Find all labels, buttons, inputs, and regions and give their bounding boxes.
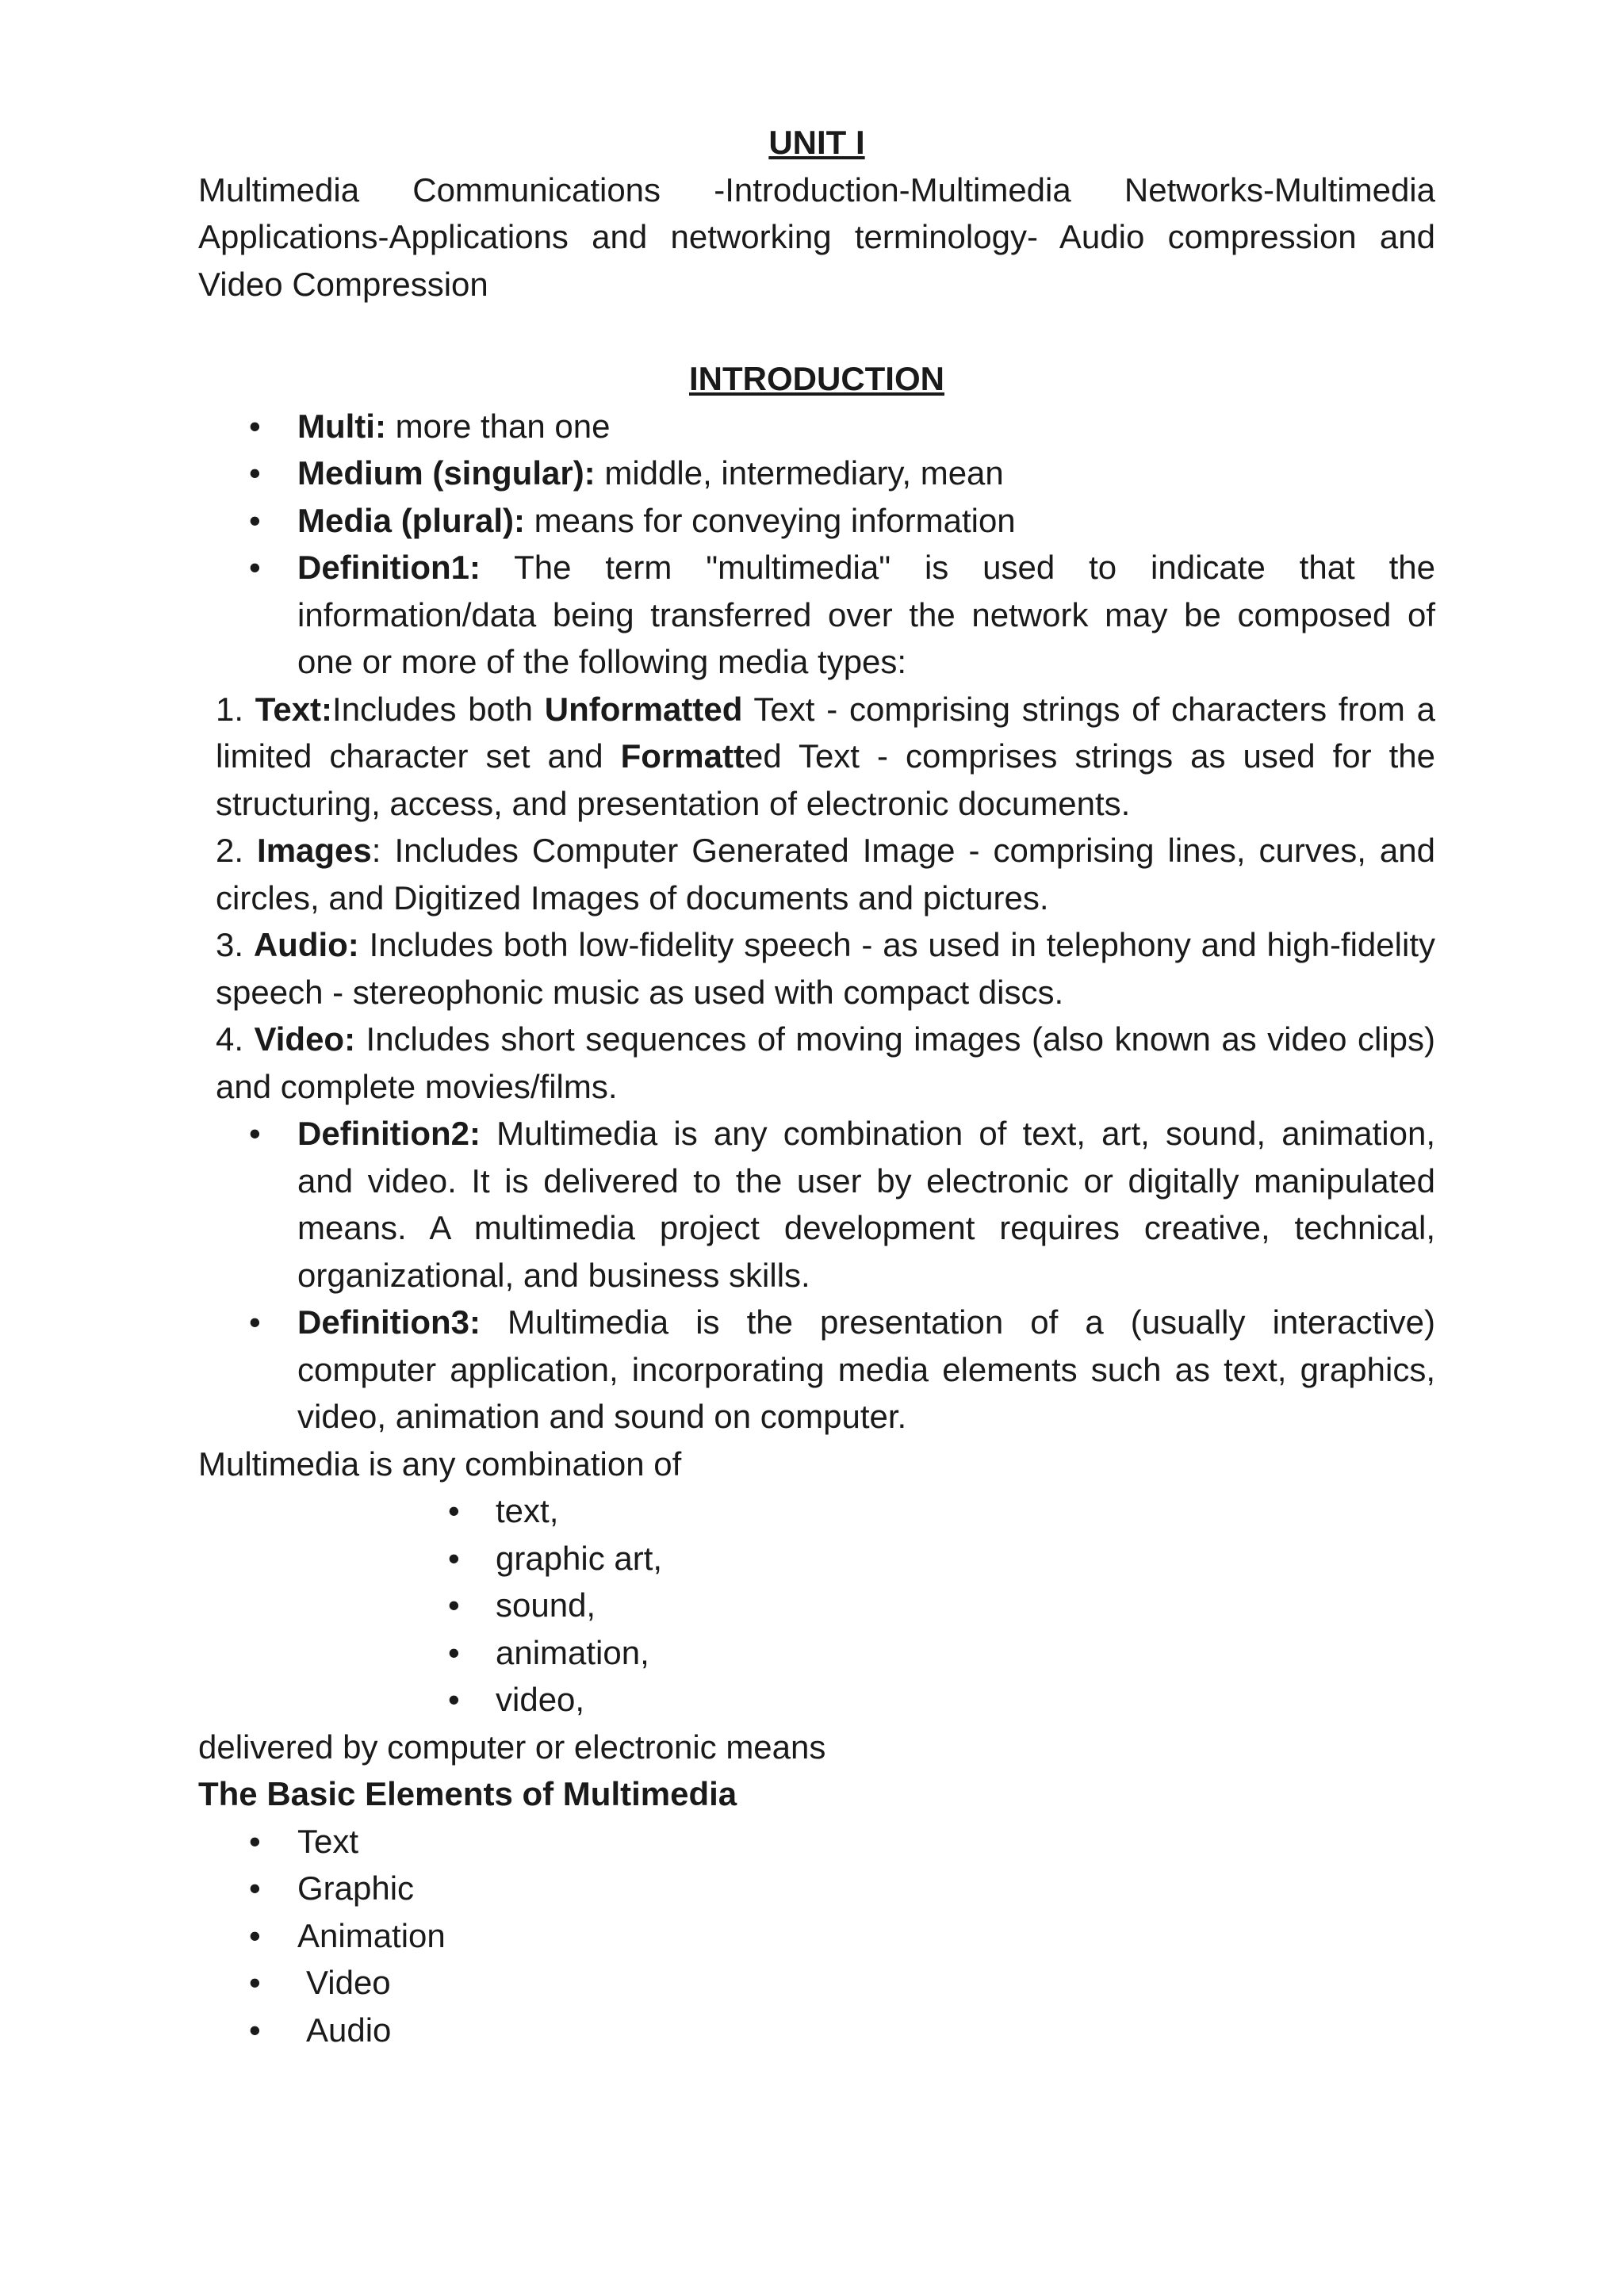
term-item-definition1	[198, 544, 1435, 686]
document-page	[198, 119, 1435, 2053]
intro-heading-row	[198, 355, 1435, 403]
unit-title: UNIT I	[768, 124, 865, 161]
media-type-desc: Includes both	[332, 690, 545, 728]
media-type-desc: Text - comprising strings of characters from a limited character set and	[216, 690, 1435, 775]
media-type-number: 2.	[216, 832, 258, 869]
media-type-number: 3.	[216, 926, 254, 963]
term-text: more than one	[385, 407, 611, 445]
intro-heading: INTRODUCTION	[689, 360, 944, 397]
media-type-number: 1.	[216, 690, 255, 728]
term-item-media	[198, 497, 1435, 545]
definition-label: Definition2:	[297, 1115, 481, 1152]
list-item: • Graphic	[198, 1865, 1435, 1912]
basic-elements-heading: The Basic Elements of Multimedia	[198, 1775, 737, 1812]
media-type-images	[198, 827, 1435, 921]
media-type-video	[198, 1016, 1435, 1110]
list-item: • sound,	[198, 1582, 1435, 1629]
media-type-desc: Includes short sequences of moving images (also known as video clips) and complete movies/films.	[216, 1020, 1435, 1105]
list-item: • text,	[198, 1487, 1435, 1535]
combination-outro: delivered by computer or electronic means	[198, 1728, 826, 1766]
term-label: Definition1:	[297, 549, 481, 586]
term-text: The term "multimedia" is used to indicate that the information/data being transferred over the network may be composed of one or more of the following media types:	[297, 549, 1435, 680]
media-type-text	[198, 686, 1435, 828]
media-type-label: Text:	[255, 690, 333, 728]
term-item-multi	[198, 403, 1435, 450]
definitions-list	[198, 1110, 1435, 1441]
media-type-emph: Unformatted	[544, 690, 743, 728]
media-type-label: Audio:	[253, 926, 359, 963]
combination-intro: Multimedia is any combination of	[198, 1445, 682, 1483]
list-item: • animation,	[198, 1629, 1435, 1677]
definition-text: Multimedia is the presentation of a (usually interactive) computer application, incorporating media elements such as text, graphics, video, animation and sound on computer.	[297, 1303, 1435, 1435]
list-item: • Animation	[198, 1912, 1435, 1960]
list-item: • graphic art,	[198, 1535, 1435, 1582]
definition2-item	[198, 1110, 1435, 1299]
media-type-label: Video:	[254, 1020, 356, 1058]
term-label: Medium (singular):	[297, 454, 596, 492]
list-item: • Text	[198, 1818, 1435, 1866]
media-type-number: 4.	[216, 1020, 255, 1058]
media-type-audio	[198, 921, 1435, 1016]
term-label: Media (plural):	[297, 501, 526, 539]
term-item-medium	[198, 450, 1435, 497]
unit-title-row	[198, 119, 1435, 166]
term-text: middle, intermediary, mean	[595, 454, 1004, 492]
term-text: means for conveying information	[525, 501, 1016, 539]
media-type-desc: Includes both low-fidelity speech - as used in telephony and high-fidelity speech - stereophonic music as used with compact discs.	[216, 926, 1435, 1011]
terms-list	[198, 403, 1435, 686]
syllabus-text: Multimedia Communications -Introduction-Multimedia Networks-Multimedia Applications-Applications and networking terminology- Audio compression and Video Compression	[198, 170, 1435, 303]
list-item: • Video	[198, 1959, 1435, 2007]
spacer	[198, 308, 1435, 355]
definition-text: Multimedia is any combination of text, art, sound, animation, and video. It is delivered to the user by electronic or digitally manipulated means. A multimedia project development requires creative, technical, organizational, and business skills.	[297, 1115, 1435, 1294]
media-type-emph: Formatt	[620, 737, 745, 775]
basic-elements-list	[198, 1818, 1435, 2054]
definition3-item	[198, 1299, 1435, 1441]
list-item: • Audio	[198, 2007, 1435, 2054]
media-type-label: Images	[257, 832, 372, 869]
term-label: Multi:	[297, 407, 386, 445]
combination-list	[198, 1487, 1435, 1724]
list-item: • video,	[198, 1676, 1435, 1724]
media-type-desc: ed Text - comprises strings as used for the structuring, access, and presentation of electronic documents.	[216, 737, 1435, 822]
definition-label: Definition3:	[297, 1303, 481, 1341]
media-type-desc: : Includes Computer Generated Image - comprising lines, curves, and circles, and Digitized Images of documents and pictures.	[216, 832, 1435, 916]
